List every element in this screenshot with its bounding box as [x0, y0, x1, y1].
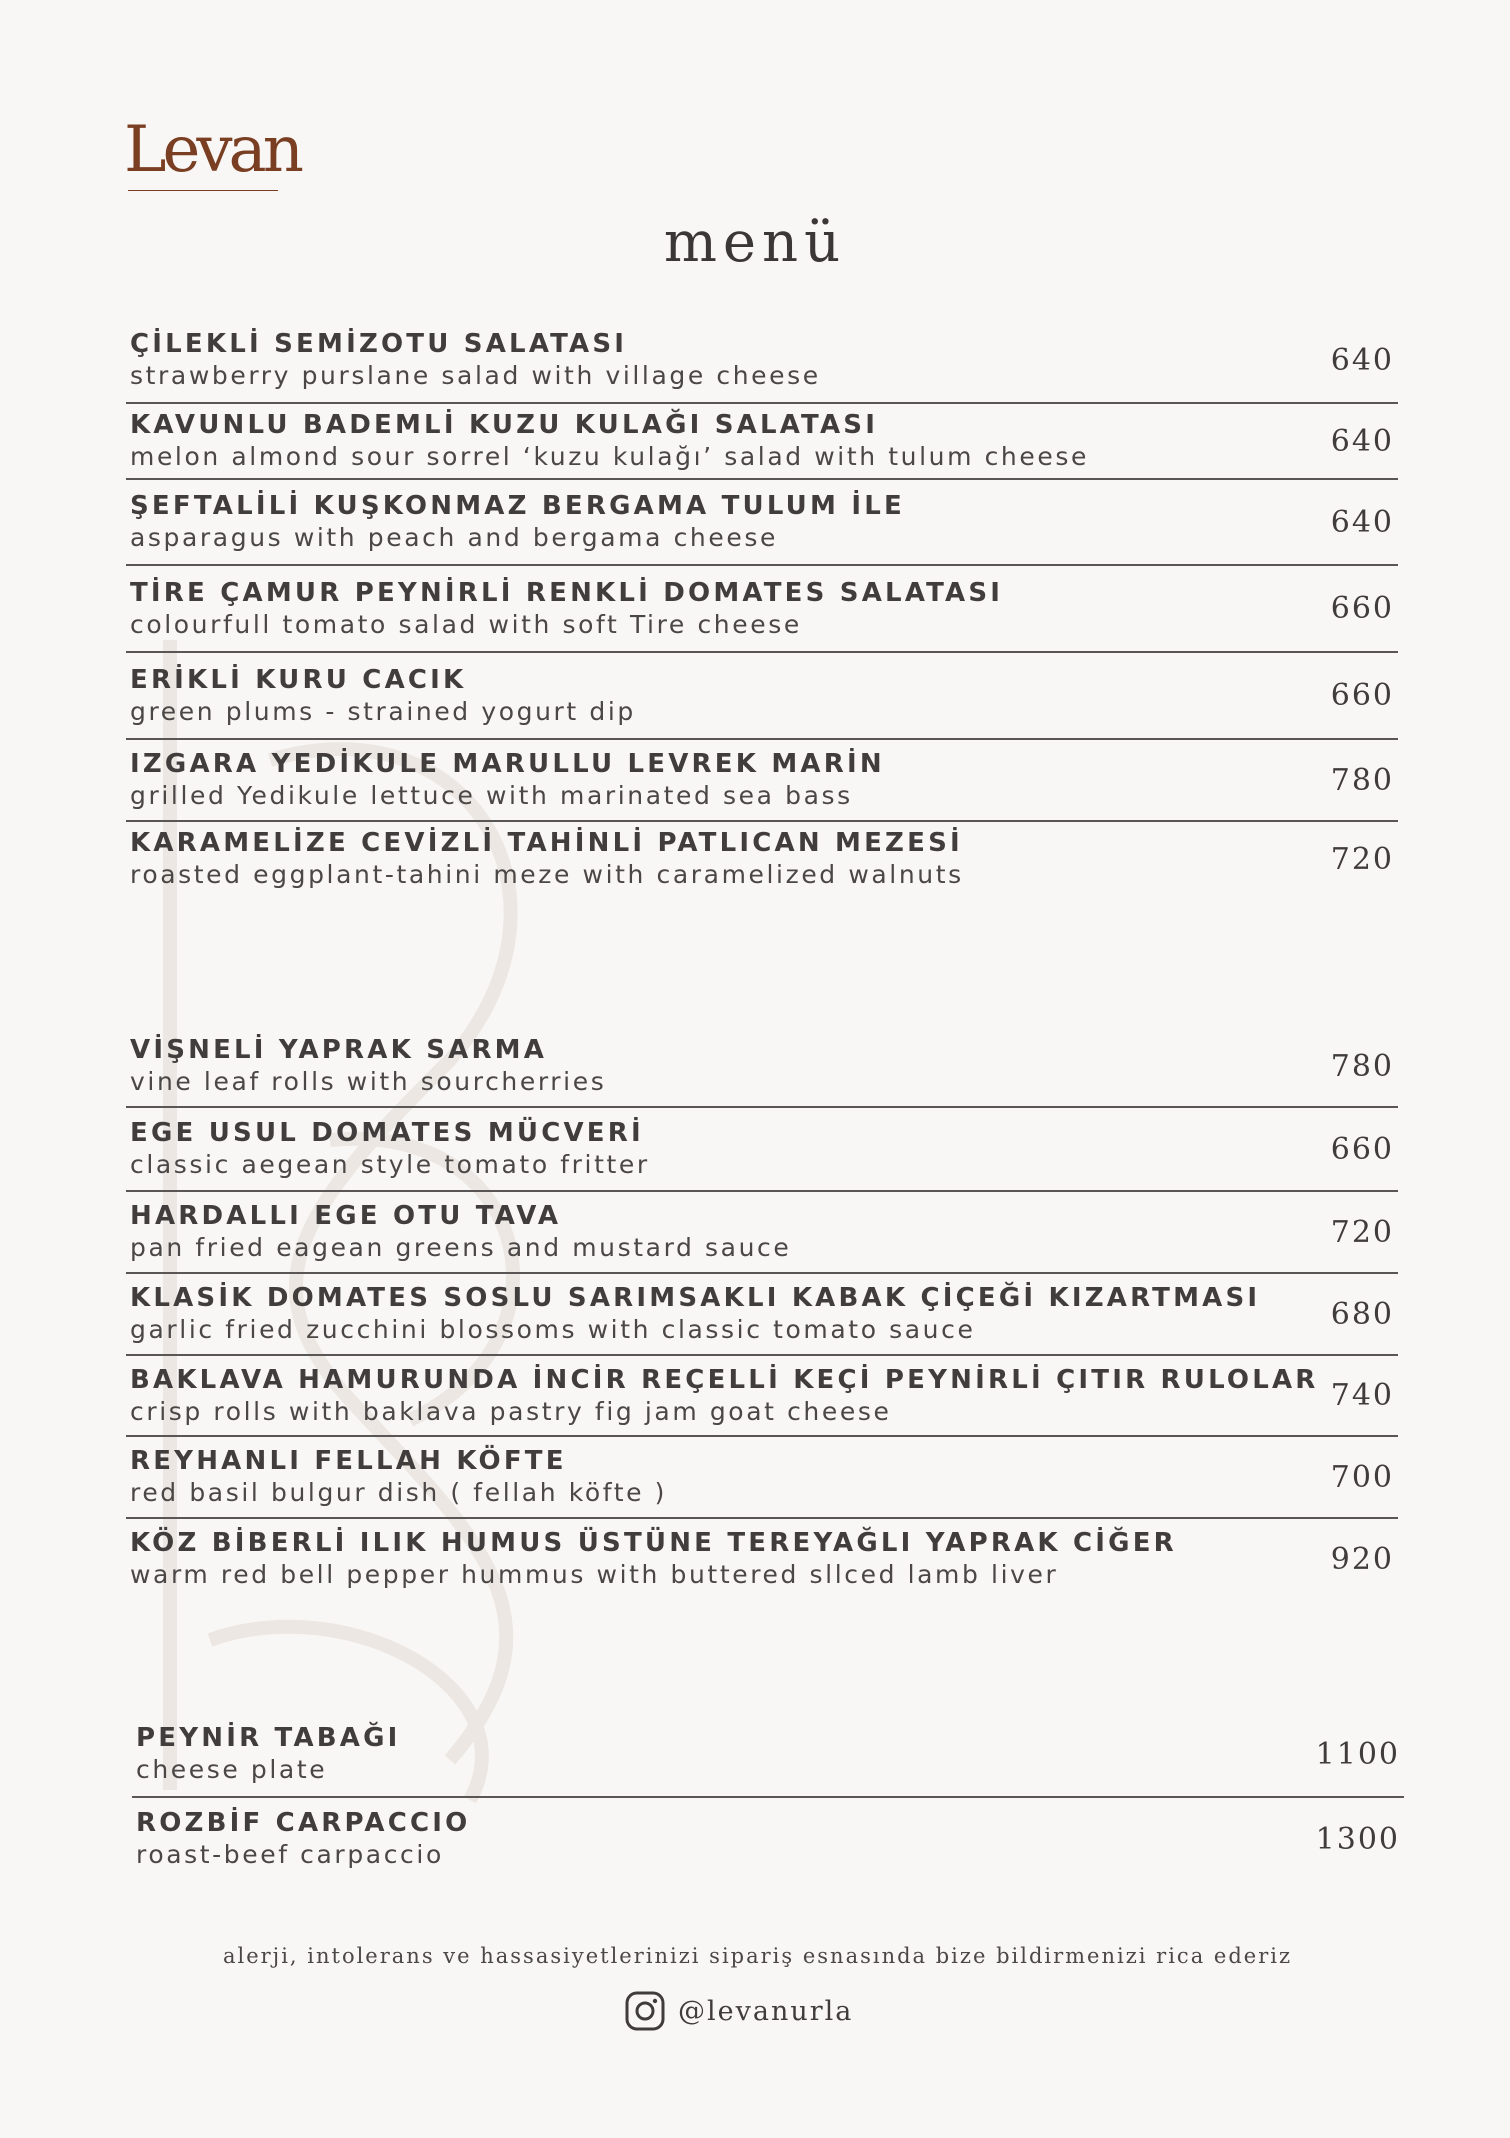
- item-name: TİRE ÇAMUR PEYNİRLİ RENKLİ DOMATES SALATASI: [130, 577, 1004, 608]
- item-description: red basil bulgur dish ( fellah köfte ): [130, 1478, 668, 1507]
- item-price: 1300: [1315, 1821, 1400, 1857]
- menu-item: [132, 1798, 1404, 1880]
- item-price: 640: [1330, 423, 1394, 459]
- brand-logo: [124, 113, 300, 187]
- item-description: strawberry purslane salad with village cheese: [130, 361, 821, 390]
- item-price: 920: [1330, 1541, 1394, 1577]
- item-name: IZGARA YEDİKULE MARULLU LEVREK MARİN: [130, 749, 885, 779]
- item-name: KLASİK DOMATES SOSLU SARIMSAKLI KABAK ÇİÇEĞİ KIZARTMASI: [130, 1283, 1261, 1313]
- item-description: cheese plate: [136, 1755, 328, 1784]
- item-description: asparagus with peach and bergama cheese: [130, 523, 778, 552]
- item-price: 640: [1330, 342, 1394, 378]
- logo-underline: [128, 190, 278, 191]
- logo-text: Levan: [124, 113, 300, 187]
- menu-item: [126, 1026, 1398, 1108]
- menu-item: [126, 1356, 1398, 1437]
- menu-item: [126, 822, 1398, 896]
- menu-item: [126, 653, 1398, 740]
- item-description: green plums - strained yogurt dip: [130, 696, 636, 726]
- item-price: 660: [1330, 1131, 1394, 1167]
- item-price: 700: [1330, 1459, 1394, 1495]
- menu-item: [126, 318, 1398, 404]
- item-price: 660: [1330, 591, 1394, 626]
- item-name: EGE USUL DOMATES MÜCVERİ: [130, 1118, 644, 1148]
- item-description: colourfull tomato salad with soft Tire cheese: [130, 609, 802, 639]
- menu-section-warm-starters: [126, 1026, 1398, 1599]
- item-description: vine leaf rolls with sourcherries: [130, 1067, 607, 1096]
- instagram-link[interactable]: [624, 1990, 853, 2032]
- item-name: VİŞNELİ YAPRAK SARMA: [130, 1035, 548, 1065]
- item-price: 780: [1330, 1048, 1394, 1084]
- instagram-handle[interactable]: @levanurla: [678, 1995, 854, 2027]
- page-title: menü: [663, 209, 847, 275]
- menu-item: [126, 566, 1398, 653]
- item-price: 720: [1330, 1214, 1394, 1250]
- menu-item: [126, 1519, 1398, 1599]
- menu-item: [126, 1437, 1398, 1519]
- menu-section-plates: [132, 1712, 1404, 1880]
- item-name: ŞEFTALİLİ KUŞKONMAZ BERGAMA TULUM İLE: [130, 491, 905, 521]
- item-name: KÖZ BİBERLİ ILIK HUMUS ÜSTÜNE TEREYAĞLI YAPRAK CİĞER: [130, 1528, 1177, 1558]
- item-name: BAKLAVA HAMURUNDA İNCİR REÇELLİ KEÇİ PEYNİRLİ ÇITIR RULOLAR: [130, 1364, 1319, 1395]
- menu-item: [126, 1192, 1398, 1274]
- item-price: 660: [1330, 678, 1394, 713]
- item-description: grilled Yedikule lettuce with marinated sea bass: [130, 781, 853, 810]
- item-name: REYHANLI FELLAH KÖFTE: [130, 1446, 567, 1476]
- menu-item: [126, 404, 1398, 480]
- allergy-note: alerji, intolerans ve hassasiyetlerinizi sipariş esnasında bize bildirmenizi rica ederiz: [222, 1944, 1293, 1968]
- item-name: ÇİLEKLİ SEMİZOTU SALATASI: [130, 329, 628, 359]
- item-price: 780: [1330, 762, 1394, 798]
- item-description: crisp rolls with baklava pastry fig jam goat cheese: [130, 1396, 892, 1426]
- item-description: roasted eggplant-tahini meze with caramelized walnuts: [130, 860, 964, 889]
- item-price: 1100: [1315, 1736, 1400, 1772]
- menu-item: [126, 740, 1398, 822]
- item-price: 640: [1330, 504, 1394, 540]
- item-description: garlic fried zucchini blossoms with classic tomato sauce: [130, 1315, 976, 1344]
- item-description: melon almond sour sorrel ‘kuzu kulağı’ salad with tulum cheese: [130, 442, 1089, 471]
- menu-section-cold-starters: [126, 318, 1398, 896]
- item-name: PEYNİR TABAĞI: [136, 1723, 401, 1753]
- menu-item: [126, 480, 1398, 566]
- menu-item: [132, 1712, 1404, 1798]
- item-description: roast-beef carpaccio: [136, 1840, 444, 1869]
- item-name: HARDALLI EGE OTU TAVA: [130, 1201, 562, 1231]
- item-description: classic aegean style tomato fritter: [130, 1150, 650, 1179]
- item-name: ROZBİF CARPACCIO: [136, 1808, 471, 1838]
- item-price: 740: [1330, 1378, 1394, 1413]
- item-description: warm red bell pepper hummus with buttered sllced lamb liver: [130, 1560, 1059, 1589]
- item-name: ERİKLİ KURU CACIK: [130, 664, 467, 695]
- item-name: KAVUNLU BADEMLİ KUZU KULAĞI SALATASI: [130, 410, 879, 440]
- menu-item: [126, 1274, 1398, 1356]
- item-price: 680: [1330, 1296, 1394, 1332]
- menu-item: [126, 1108, 1398, 1192]
- item-price: 720: [1330, 841, 1394, 877]
- instagram-icon: [624, 1990, 666, 2032]
- item-name: KARAMELİZE CEVİZLİ TAHİNLİ PATLICAN MEZESİ: [130, 828, 963, 858]
- item-description: pan fried eagean greens and mustard sauce: [130, 1233, 792, 1262]
